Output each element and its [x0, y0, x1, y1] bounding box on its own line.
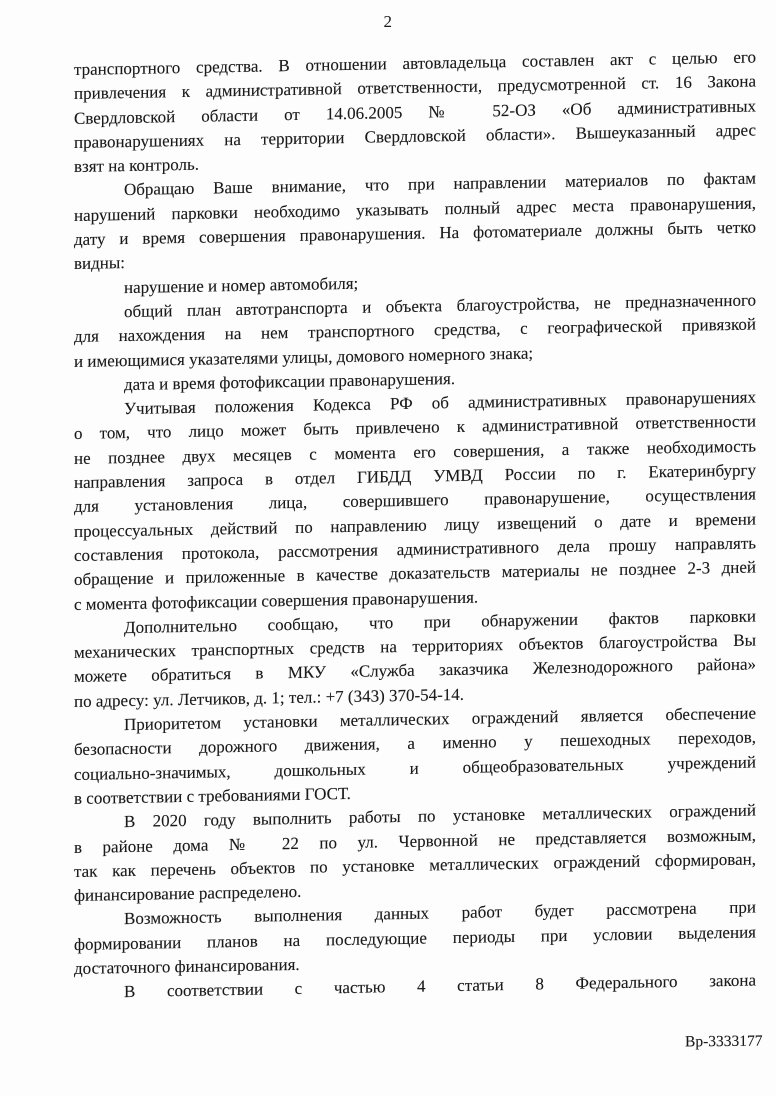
paragraph	[74, 167, 756, 277]
text-line: о том, что лицо может быть привлечено к административной ответственности	[74, 411, 756, 444]
paragraph	[74, 46, 756, 180]
text-line: Возможность выполнения данных работ будет рассмотрена при	[124, 897, 756, 929]
text-line: дата и время фотофиксации правонарушения.	[124, 368, 456, 394]
text-line: привлечения к административной ответственности, предусмотренной ст. 16 Закона	[74, 71, 756, 104]
text-line: дату и время совершения правонарушения. На фотоматериале должны быть четко	[74, 217, 756, 250]
text-line: не позднее двух месяцев с момента его совершения, а также необходимость	[74, 436, 756, 468]
text-line: Обращаю Ваше внимание, что при направлении материалов по фактам	[124, 168, 756, 200]
document-registration-number: Вр-3333177	[684, 1032, 762, 1051]
text-line: формировании планов на последующие периоды при условии выделения	[74, 922, 756, 954]
text-line: так как перечень объектов по установке металлических ограждений сформирован,	[74, 849, 756, 881]
letter-body	[74, 46, 756, 1006]
text-line: составления протокола, рассмотрения административного дела прошу направлять	[74, 533, 756, 565]
paragraph	[74, 799, 756, 909]
text-line: механических транспортных средств на территориях объектов благоустройства Вы	[74, 630, 756, 663]
text-line: общий план автотранспорта и объекта благоустройства, не предназначенного	[124, 290, 756, 322]
text-line: процессуальных действий по направлению лицу извещений о дате и времени	[74, 509, 756, 541]
text-line: финансирование распределено.	[74, 881, 302, 906]
text-line: правонарушениях на территории Свердловской области». Вышеуказанный адрес	[74, 120, 756, 152]
text-line: Дополнительно сообщаю, что при обнаружении фактов парковки	[124, 606, 756, 637]
text-line: В 2020 году выполнить работы по установке металлических ограждений	[124, 800, 756, 832]
text-line: и имеющимися указателями улицы, домового номерного знака;	[74, 343, 534, 371]
text-line: в соответствии с требованиями ГОСТ.	[74, 783, 351, 808]
text-line: обращение и приложенные в качестве доказательств материалы не позднее 2-3 дней	[74, 557, 756, 590]
paragraph	[74, 604, 756, 714]
text-line: можете обратиться в МКУ «Служба заказчика Железнодорожного района»	[74, 654, 756, 687]
text-line: В соответствии с частью 4 статьи 8 Федерального закона	[124, 970, 756, 1002]
text-line: взят на контроль.	[74, 154, 200, 177]
paragraph	[74, 288, 756, 373]
text-line: Свердловской области от 14.06.2005 № 52-ОЗ «Об административных	[74, 96, 756, 128]
text-line: социально-значимых, дошкольных и общеобразовательных учреждений	[74, 752, 756, 784]
paragraph	[74, 702, 756, 812]
text-line: транспортного средства. В отношении автовладельца составлен акт с целью его	[74, 47, 756, 79]
text-line: достаточного финансирования.	[74, 954, 300, 978]
paragraph	[74, 896, 756, 981]
text-line: в районе дома № 22 по ул. Червонной не представляется возможным,	[74, 825, 756, 857]
text-line: безопасности дорожного движения, а именно у пешеходных переходов,	[74, 727, 756, 760]
text-line: нарушений парковки необходимо указывать полный адрес места правонарушения,	[74, 193, 756, 225]
text-line: направления запроса в отдел ГИБДД УМВД России по г. Екатеринбургу	[74, 460, 756, 493]
text-line: для нахождения на нем транспортного средства, с географической привязкой	[74, 314, 756, 347]
text-line: Учитывая положения Кодекса РФ об административных правонарушениях	[124, 387, 756, 419]
text-line: с момента фотофиксации совершения правонарушения.	[74, 587, 479, 614]
text-line: для установления лица, совершившего правонарушение, осуществления	[74, 484, 756, 517]
page-number: 2	[383, 12, 393, 31]
text-line: по адресу: ул. Летчиков, д. 1; тел.: +7 (343) 370-54-14.	[74, 684, 465, 711]
text-line: нарушение и номер автомобиля;	[124, 273, 359, 297]
text-line: видны:	[74, 253, 126, 274]
paragraph	[74, 386, 756, 617]
text-line: Приоритетом установки металлических ограждений является обеспечение	[124, 703, 756, 735]
